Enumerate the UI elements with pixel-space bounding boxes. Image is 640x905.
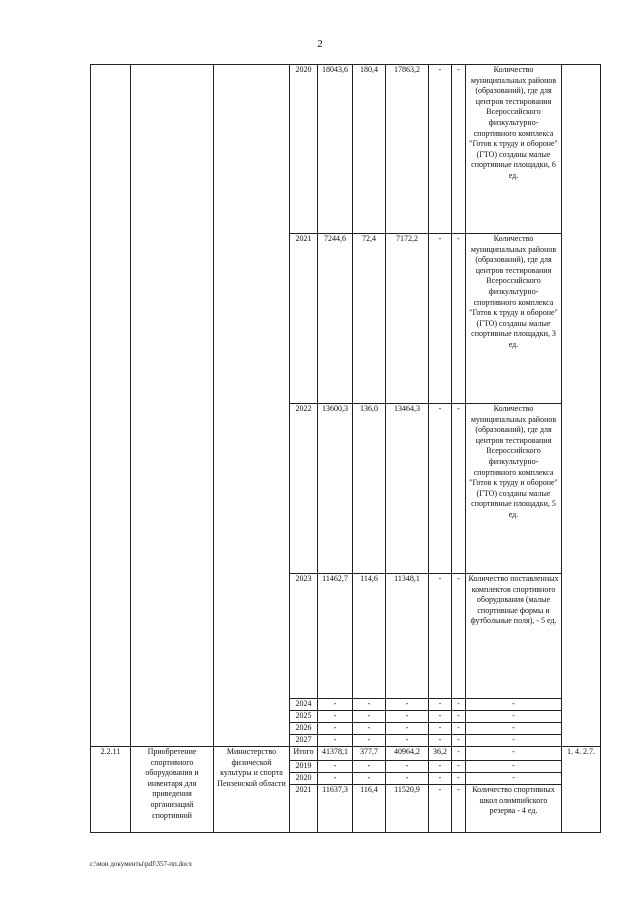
local-cell: - <box>429 711 452 723</box>
other-cell: - <box>452 723 466 735</box>
total-cell: - <box>318 773 353 785</box>
local-cell: - <box>429 65 452 234</box>
regional-cell: - <box>386 773 429 785</box>
local-cell: - <box>429 735 452 747</box>
item-ref-cell: 1. 4. 2.7. <box>562 747 601 833</box>
indicator-cell: Количество муниципальных районов (образований), где для центров тестирования Всероссийского физкультурно-спортивного комплекса "Готов к труду и обороне" (ГТО) созданы малые спортивные площадки, 6 ед. <box>466 65 562 234</box>
indicator-cell: Количество муниципальных районов (образований), где для центров тестирования Всероссийского физкультурно-спортивного комплекса "Готов к труду и обороне" (ГТО) созданы малые спортивные площадки, 5 ед. <box>466 404 562 574</box>
indicator-cell: Количество поставленных комплектов спортивного оборудования (малые спортивные формы и футбольные поля), - 5 ед. <box>466 574 562 699</box>
federal-cell: 114,6 <box>353 574 386 699</box>
year-cell: Итого <box>290 747 318 761</box>
local-cell: - <box>429 699 452 711</box>
total-cell: 7244,6 <box>318 234 353 404</box>
regional-cell: 40964,2 <box>386 747 429 761</box>
total-cell: 11637,3 <box>318 785 353 833</box>
indicator-cell: - <box>466 723 562 735</box>
federal-cell: - <box>353 699 386 711</box>
indicator-cell: Количество муниципальных районов (образований), где для центров тестирования Всероссийского физкультурно-спортивного комплекса "Готов к труду и обороне" (ГТО) созданы малые спортивные площадки, 3 ед. <box>466 234 562 404</box>
table-row <box>91 747 601 761</box>
local-cell: - <box>429 785 452 833</box>
federal-cell: 377,7 <box>353 747 386 761</box>
federal-cell: 180,4 <box>353 65 386 234</box>
federal-cell: - <box>353 735 386 747</box>
other-cell: - <box>452 711 466 723</box>
item-name-cell: Приобретение спортивного оборудования и инвентаря для приведения организаций спортивной <box>131 747 214 833</box>
total-cell: - <box>318 699 353 711</box>
regional-cell: - <box>386 699 429 711</box>
regional-cell: 11520,9 <box>386 785 429 833</box>
other-cell: - <box>452 65 466 234</box>
regional-cell: 11348,1 <box>386 574 429 699</box>
year-cell: 2025 <box>290 711 318 723</box>
local-cell: - <box>429 574 452 699</box>
other-cell: - <box>452 747 466 761</box>
local-cell: 36,2 <box>429 747 452 761</box>
regional-cell: - <box>386 735 429 747</box>
year-cell: 2022 <box>290 404 318 574</box>
total-cell: 18043,6 <box>318 65 353 234</box>
local-cell: - <box>429 723 452 735</box>
code-cell <box>91 65 131 747</box>
indicator-cell: - <box>466 761 562 773</box>
indicator-cell: - <box>466 711 562 723</box>
federal-cell: - <box>353 723 386 735</box>
other-cell: - <box>452 773 466 785</box>
other-cell: - <box>452 574 466 699</box>
total-cell: - <box>318 761 353 773</box>
indicator-cell: Количество спортивных школ олимпийского резерва - 4 ед. <box>466 785 562 833</box>
indicator-cell: - <box>466 747 562 761</box>
year-cell: 2026 <box>290 723 318 735</box>
federal-cell: - <box>353 773 386 785</box>
federal-cell: 116,4 <box>353 785 386 833</box>
regional-cell: 17863,2 <box>386 65 429 234</box>
federal-cell: - <box>353 761 386 773</box>
federal-cell: - <box>353 711 386 723</box>
federal-cell: 72,4 <box>353 234 386 404</box>
year-cell: 2024 <box>290 699 318 711</box>
other-cell: - <box>452 699 466 711</box>
total-cell: - <box>318 735 353 747</box>
local-cell: - <box>429 761 452 773</box>
total-cell: - <box>318 711 353 723</box>
other-cell: - <box>452 761 466 773</box>
indicator-cell: - <box>466 699 562 711</box>
table-row <box>91 65 601 234</box>
other-cell: - <box>452 785 466 833</box>
total-cell: - <box>318 723 353 735</box>
local-cell: - <box>429 773 452 785</box>
year-cell: 2019 <box>290 761 318 773</box>
total-cell: 11462,7 <box>318 574 353 699</box>
executor-cell <box>214 65 290 747</box>
year-cell: 2021 <box>290 234 318 404</box>
year-cell: 2021 <box>290 785 318 833</box>
regional-cell: - <box>386 711 429 723</box>
program-table <box>90 64 601 833</box>
local-cell: - <box>429 234 452 404</box>
regional-cell: 13464,3 <box>386 404 429 574</box>
indicator-cell: - <box>466 735 562 747</box>
item-executor-cell: Министерство физической культуры и спорта Пензенской области <box>214 747 290 833</box>
other-cell: - <box>452 404 466 574</box>
regional-cell: - <box>386 761 429 773</box>
year-cell: 2020 <box>290 65 318 234</box>
indicator-cell: - <box>466 773 562 785</box>
other-cell: - <box>452 234 466 404</box>
footer-file-path: c:\мои документы\pdf\357-пп.docx <box>90 860 193 868</box>
other-cell: - <box>452 735 466 747</box>
year-cell: 2020 <box>290 773 318 785</box>
ref-cell <box>562 65 601 747</box>
regional-cell: 7172,2 <box>386 234 429 404</box>
federal-cell: 136,0 <box>353 404 386 574</box>
page-number: 2 <box>317 38 323 50</box>
year-cell: 2023 <box>290 574 318 699</box>
local-cell: - <box>429 404 452 574</box>
item-code-cell: 2.2.11 <box>91 747 131 833</box>
name-cell <box>131 65 214 747</box>
total-cell: 41378,1 <box>318 747 353 761</box>
total-cell: 13600,3 <box>318 404 353 574</box>
regional-cell: - <box>386 723 429 735</box>
year-cell: 2027 <box>290 735 318 747</box>
